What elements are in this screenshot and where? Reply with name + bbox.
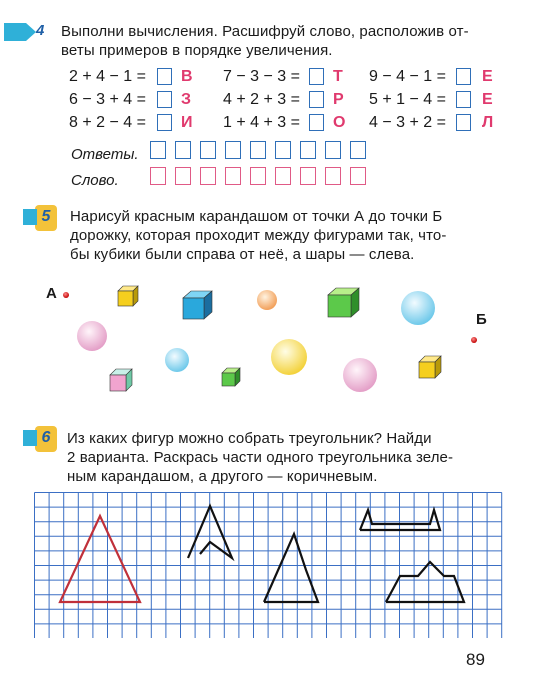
equation: 5 + 1 − 4 = — [369, 91, 446, 108]
cipher-letter: Р — [333, 91, 344, 108]
task-5-text-line: Нарисуй красным карандашом от точки А до точки Б — [70, 208, 443, 225]
answers-label: Ответы. — [71, 146, 139, 163]
task-4-marker — [4, 23, 26, 41]
cipher-letter: В — [181, 68, 193, 85]
ball-pink-large — [343, 358, 377, 392]
answer-cell[interactable] — [275, 141, 291, 159]
answer-box[interactable] — [456, 68, 471, 85]
answer-box[interactable] — [456, 91, 471, 108]
cipher-letter: З — [181, 91, 192, 108]
answer-box[interactable] — [309, 114, 324, 131]
equation: 4 − 3 + 2 = — [369, 114, 446, 131]
shape-bottom-trapezoid[interactable] — [386, 562, 464, 602]
task-5-text — [70, 207, 525, 264]
equation: 8 + 2 − 4 = — [69, 114, 146, 131]
equation: 2 + 4 − 1 = — [69, 68, 146, 85]
word-cell[interactable] — [325, 167, 341, 185]
word-cell[interactable] — [350, 167, 366, 185]
answer-cell[interactable] — [225, 141, 241, 159]
shapes-field — [0, 270, 534, 400]
grid-lines — [35, 493, 502, 639]
answer-cell[interactable] — [200, 141, 216, 159]
cipher-letter: Е — [482, 68, 493, 85]
task-4-number: 4 — [36, 22, 45, 39]
answer-box[interactable] — [157, 68, 172, 85]
equation: 7 − 3 − 3 = — [223, 68, 300, 85]
task-4-text-line: веты примеров в порядке увеличения. — [61, 42, 333, 59]
answer-cell[interactable] — [325, 141, 341, 159]
ball-cyan-large — [401, 291, 435, 325]
shape-triangle-cut[interactable] — [264, 534, 318, 602]
word-cell[interactable] — [275, 167, 291, 185]
grid-area — [34, 492, 504, 638]
task-6-text-line: ным карандашом, а другого — коричневым. — [67, 468, 378, 485]
word-label: Слово. — [71, 172, 119, 189]
answer-box[interactable] — [157, 114, 172, 131]
equation: 9 − 4 − 1 = — [369, 68, 446, 85]
answer-box[interactable] — [309, 91, 324, 108]
cube-blue — [183, 291, 212, 319]
word-cell[interactable] — [150, 167, 166, 185]
answer-cell[interactable] — [350, 141, 366, 159]
answer-cell[interactable] — [250, 141, 266, 159]
answer-box[interactable] — [157, 91, 172, 108]
ball-cyan-small — [165, 348, 189, 372]
answer-cell[interactable] — [150, 141, 166, 159]
cube-yellow — [118, 286, 138, 306]
cipher-letter: Т — [333, 68, 343, 85]
task-6-text-line: 2 варианта. Раскрась части одного треугольника зеле- — [67, 449, 454, 466]
task-5-text-line: дорожку, которая проходит между фигурами так, что- — [70, 227, 447, 244]
task-5-text-line: бы кубики были справа от неё, а шары — слева. — [70, 246, 415, 263]
task-4-text — [61, 22, 521, 60]
word-cell[interactable] — [175, 167, 191, 185]
ball-pink — [77, 321, 107, 351]
word-cell[interactable] — [250, 167, 266, 185]
task-4-text-line: Выполни вычисления. Расшифруй слово, расположив от- — [61, 23, 469, 40]
answer-box[interactable] — [456, 114, 471, 131]
answer-cell[interactable] — [175, 141, 191, 159]
ball-orange — [257, 290, 277, 310]
point-a-label: А — [46, 285, 57, 302]
cube-green — [328, 288, 359, 317]
equation: 1 + 4 + 3 = — [223, 114, 300, 131]
equation: 4 + 2 + 3 = — [223, 91, 300, 108]
point-b-dot[interactable] — [471, 337, 477, 343]
word-cell[interactable] — [225, 167, 241, 185]
point-b-label: Б — [476, 311, 487, 328]
cipher-letter: О — [333, 114, 346, 131]
equation: 6 − 3 + 4 = — [69, 91, 146, 108]
task-6-text-line: Из каких фигур можно собрать треугольник? Найди — [67, 430, 432, 447]
word-cell[interactable] — [200, 167, 216, 185]
answer-box[interactable] — [309, 68, 324, 85]
point-a-dot[interactable] — [63, 292, 69, 298]
word-cell[interactable] — [300, 167, 316, 185]
ball-yellow — [271, 339, 307, 375]
cipher-letter: Л — [482, 114, 494, 131]
cipher-letter: И — [181, 114, 193, 131]
task-6-badge: 6 — [35, 426, 57, 452]
cube-green-small — [222, 368, 240, 386]
cipher-letter: Е — [482, 91, 493, 108]
cube-yellow-right — [419, 356, 441, 378]
task-6-text — [67, 429, 527, 486]
answer-cell[interactable] — [300, 141, 316, 159]
cube-pink — [110, 369, 132, 391]
task-5-badge: 5 — [35, 205, 57, 231]
red-triangle[interactable] — [60, 516, 140, 602]
page-number: 89 — [466, 650, 485, 669]
